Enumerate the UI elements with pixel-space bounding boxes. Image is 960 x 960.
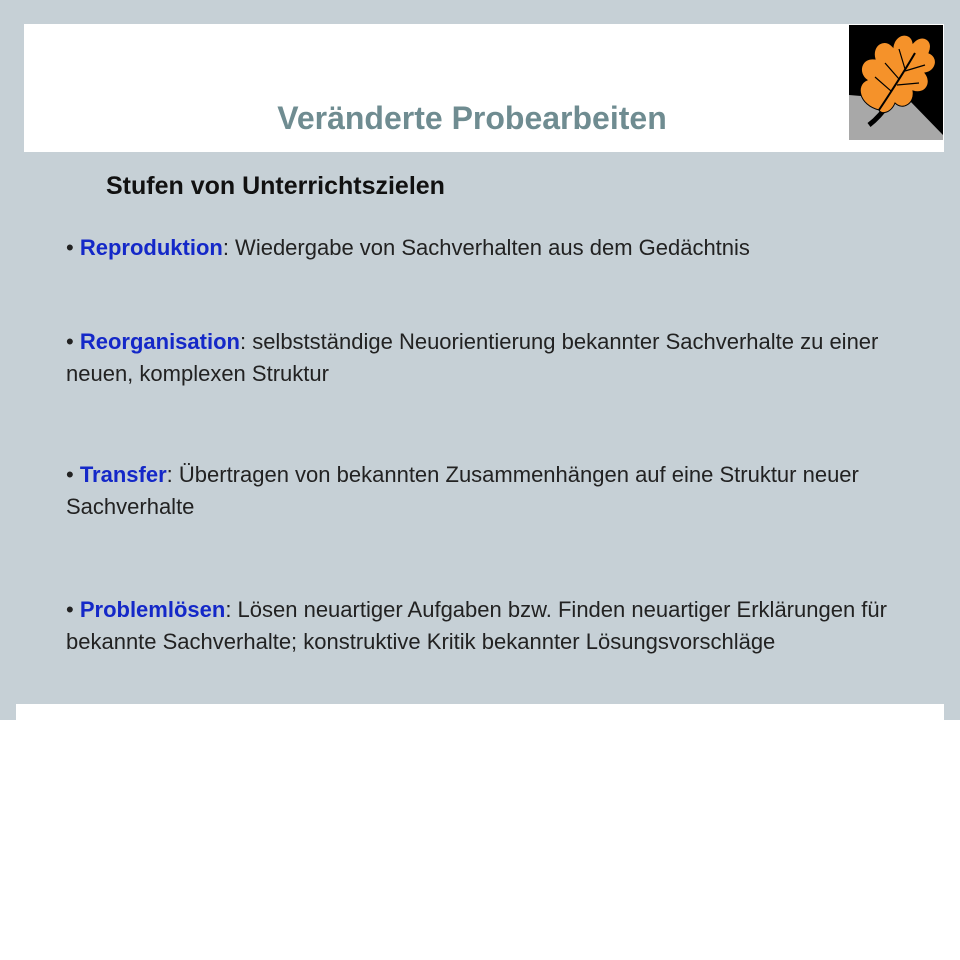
term-label: Reproduktion	[79, 235, 223, 260]
bullet: •	[66, 597, 74, 622]
term-label: Transfer	[79, 462, 167, 487]
item-text: : Lösen neuartiger Aufgaben bzw. Finden neuartiger Erklärungen für bekannte Sachverhalte; konstruktive Kritik bekannter Lösungsvorschläge	[66, 597, 887, 654]
footer-box	[16, 704, 944, 728]
oak-leaf-icon	[849, 25, 943, 140]
list-item-transfer	[66, 459, 916, 523]
list-item-reorganisation	[66, 326, 916, 390]
term-label: Problemlösen	[79, 597, 226, 622]
bullet: •	[66, 462, 74, 487]
item-text: : Übertragen von bekannten Zusammenhängen auf eine Struktur neuer Sachverhalte	[66, 462, 859, 519]
slide-subtitle: Stufen von Unterrichtszielen	[106, 172, 445, 200]
item-text: : selbstständige Neuorientierung bekannter Sachverhalte zu einer neuen, komplexen Struktur	[66, 329, 879, 386]
item-text: : Wiedergabe von Sachverhalten aus dem Gedächtnis	[222, 235, 750, 260]
slide-title: Veränderte Probearbeiten	[277, 100, 667, 136]
list-item-problemloesen	[66, 594, 916, 658]
bullet: •	[66, 329, 74, 354]
bullet: •	[66, 235, 74, 260]
term-label: Reorganisation	[79, 329, 240, 354]
list-item-reproduktion	[66, 232, 916, 264]
title-box	[24, 24, 944, 152]
